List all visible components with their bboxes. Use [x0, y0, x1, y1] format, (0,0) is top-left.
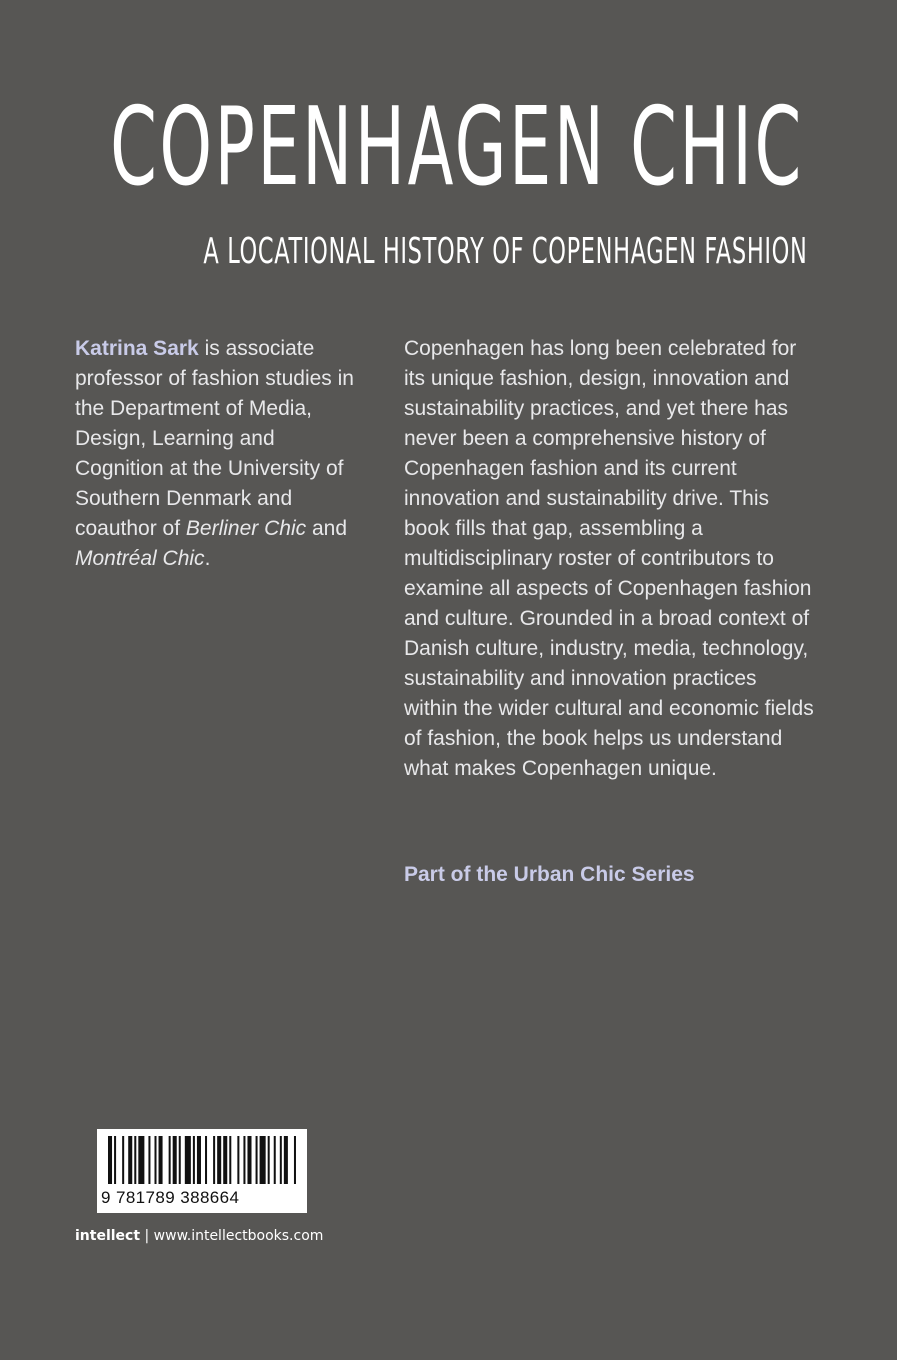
related-book-montreal-chic: Montréal Chic [75, 547, 205, 570]
publisher-name: intellect [75, 1228, 141, 1244]
isbn-number: 9 781789 388664 [101, 1188, 240, 1207]
barcode-bars-icon [108, 1136, 298, 1190]
publisher-line [75, 1226, 323, 1246]
author-name: Katrina Sark [75, 337, 199, 360]
bio-conjunction: and [306, 517, 347, 540]
book-subtitle: A LOCATIONAL HISTORY OF COPENHAGEN FASHION [202, 231, 807, 272]
author-bio-text: is associate professor of fashion studies in the Department of Media, Design, Learning and Cognition at the University of Southern Denmark and coauthor of [75, 337, 354, 540]
book-title: COPENHAGEN CHIC [110, 85, 804, 210]
author-bio [75, 334, 360, 574]
publisher-url[interactable]: www.intellectbooks.com [153, 1228, 324, 1244]
bio-ending: . [204, 547, 211, 570]
series-label: Part of the Urban Chic Series [404, 863, 695, 886]
publisher-separator: | [140, 1228, 154, 1244]
related-book-berliner-chic: Berliner Chic [185, 517, 307, 540]
book-description: Copenhagen has long been celebrated for its unique fashion, design, innovation and sustainability practices, and yet there has never been a comprehensive history of Copenhagen fashion and its current innovation and sustainability drive. This book fills that gap, assembling a multidisciplinary roster of contributors to examine all aspects of Copenhagen fashion and culture. Grounded in a broad context of Danish culture, industry, media, technology, sustainability and innovation practices within the wider cultural and economic fields of fashion, the book helps us understand what makes Copenhagen unique. [404, 337, 814, 780]
isbn-barcode [97, 1129, 307, 1213]
